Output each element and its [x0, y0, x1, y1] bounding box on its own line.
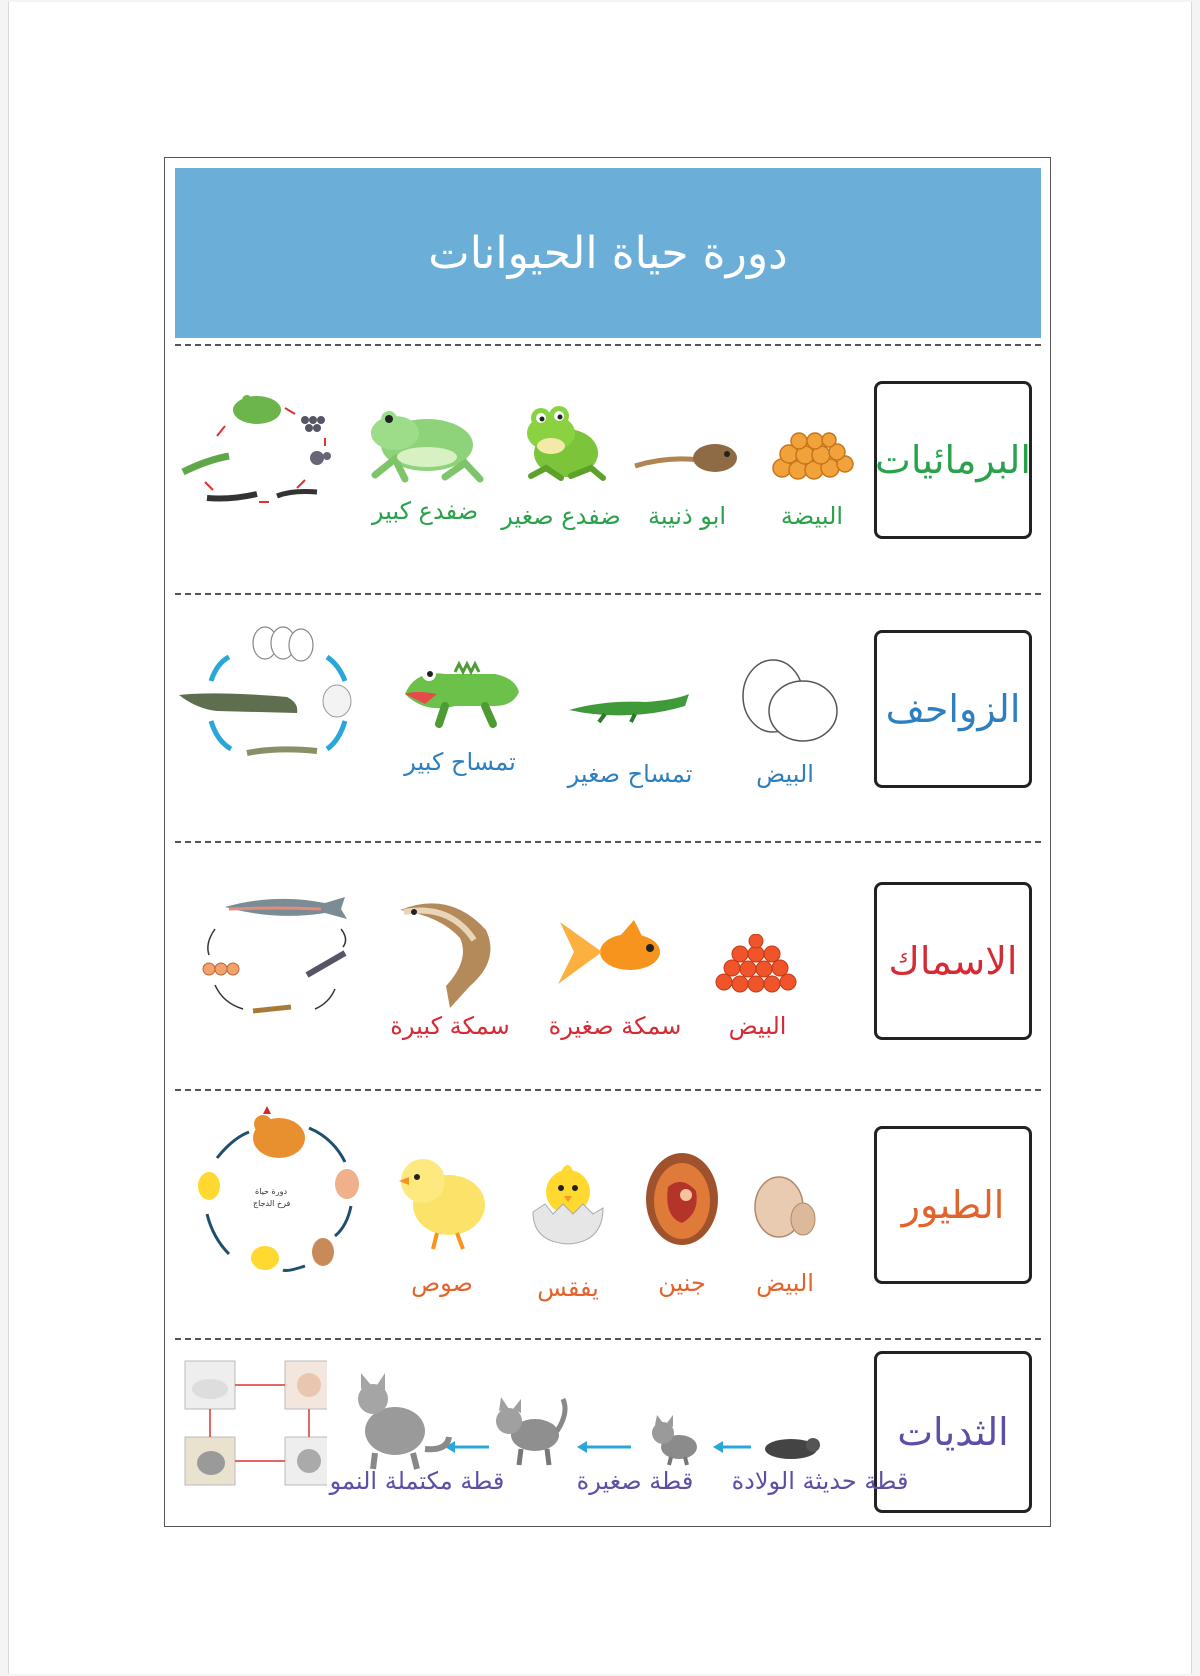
- stage-label: جنين: [658, 1269, 706, 1297]
- chicken-egg-icon: [745, 1167, 825, 1247]
- category-box-fish: [874, 882, 1032, 1040]
- cat-life-cycle-icon: [177, 1349, 327, 1499]
- stage-label: البيض: [756, 1269, 814, 1297]
- stage-label: سمكة صغيرة: [548, 1012, 682, 1040]
- stage-label: ضفدع صغير: [501, 502, 621, 530]
- stage-young-frog: [501, 398, 621, 530]
- stage-label: قطة صغيرة: [576, 1467, 694, 1495]
- stage-fish-eggs: [710, 934, 805, 1040]
- stage-adult-cat: [347, 1371, 452, 1471]
- crocodile-eggs-icon: [725, 656, 845, 746]
- chicken-life-cycle-icon: [187, 1102, 367, 1277]
- section-amphibians: [165, 348, 1050, 593]
- stage-label: يفقس: [537, 1274, 599, 1302]
- stage-tadpole: [627, 428, 747, 530]
- stage-amphibian-eggs: [767, 428, 857, 530]
- young-frog-icon: [511, 398, 611, 488]
- goldfish-icon: [550, 914, 680, 994]
- frog-eggs-icon: [767, 428, 857, 488]
- crocodile-life-cycle-icon: [177, 621, 362, 771]
- stage-label: سمكة كبيرة: [390, 1012, 510, 1040]
- svg-text:فرخ الدجاج: فرخ الدجاج: [253, 1199, 291, 1208]
- large-fish-icon: [390, 890, 510, 1010]
- tadpole-icon: [627, 428, 747, 488]
- hatching-chick-icon: [523, 1152, 613, 1247]
- stage-adult-frog: [365, 393, 485, 525]
- adult-frog-icon: [365, 393, 485, 488]
- stage-label: تمساح كبير: [404, 748, 516, 776]
- fish-cycle-diagram: [195, 889, 355, 1029]
- adult-crocodile-icon: [395, 644, 525, 734]
- divider: [175, 344, 1041, 346]
- category-label-fish: الاسماك: [888, 939, 1018, 983]
- arrow-icon: [711, 1439, 751, 1458]
- stage-embryo: [642, 1147, 722, 1297]
- stage-label: قطة حديثة الولادة: [731, 1467, 909, 1495]
- fish-life-cycle-icon: [195, 889, 355, 1029]
- category-box-birds: [874, 1126, 1032, 1284]
- stage-label: قطة مكتملة النمو: [329, 1467, 505, 1495]
- category-box-reptiles: [874, 630, 1032, 788]
- category-label-mammals: الثديات: [897, 1410, 1009, 1454]
- category-label-birds: الطيور: [901, 1183, 1005, 1227]
- stage-label: تمساح صغير: [567, 760, 693, 788]
- amphibian-cycle-diagram: [177, 390, 337, 520]
- stage-young-cat: [491, 1393, 571, 1468]
- divider: [175, 593, 1041, 595]
- stage-label: صوص: [411, 1269, 473, 1297]
- stage-label: البيض: [756, 760, 814, 788]
- stage-small-fish: [548, 914, 682, 1040]
- stage-young-crocodile: [565, 676, 695, 788]
- section-mammals: [165, 1341, 1050, 1526]
- embryo-icon: [642, 1147, 722, 1247]
- title-banner: [175, 168, 1041, 338]
- stage-label: البيضة: [780, 502, 844, 530]
- document-page: [8, 2, 1192, 1674]
- stage-label: ضفدع كبير: [371, 497, 479, 525]
- frog-life-cycle-icon: [177, 390, 337, 520]
- chick-icon: [387, 1147, 497, 1252]
- svg-text:دورة حياة: دورة حياة: [255, 1187, 288, 1196]
- fish-eggs-icon: [710, 934, 805, 996]
- reptile-cycle-diagram: [177, 621, 362, 771]
- arrow-icon: [575, 1439, 631, 1458]
- newborn-kitten-icon: [757, 1431, 827, 1461]
- stage-small-kitten: [645, 1411, 705, 1466]
- section-reptiles: [165, 596, 1050, 841]
- page-title: دورة حياة الحيوانات: [428, 227, 788, 279]
- adult-cat-icon: [347, 1371, 452, 1471]
- category-label-amphibians: البرمائيات: [875, 438, 1031, 482]
- section-fish: [165, 844, 1050, 1089]
- stage-chick: [387, 1147, 497, 1297]
- divider: [175, 841, 1041, 843]
- worksheet-frame: [164, 157, 1051, 1527]
- young-crocodile-icon: [565, 676, 695, 736]
- stage-label: البيض: [728, 1012, 787, 1040]
- cat-cycle-diagram: [177, 1349, 327, 1499]
- stage-reptile-eggs: [725, 656, 845, 788]
- divider: [175, 1338, 1041, 1340]
- stage-hatching: [523, 1152, 613, 1302]
- stage-label: ابو ذنيبة: [647, 502, 727, 530]
- section-birds: [165, 1092, 1050, 1338]
- divider: [175, 1089, 1041, 1091]
- category-label-reptiles: الزواحف: [885, 687, 1021, 731]
- bird-cycle-diagram: [187, 1102, 367, 1277]
- young-cat-icon: [491, 1393, 571, 1468]
- stage-newborn-kitten: [757, 1431, 827, 1461]
- stage-large-fish: [390, 890, 510, 1040]
- small-kitten-icon: [645, 1411, 705, 1466]
- stage-bird-egg: [745, 1167, 825, 1297]
- category-box-amphibians: [874, 381, 1032, 539]
- stage-adult-crocodile: [395, 644, 525, 776]
